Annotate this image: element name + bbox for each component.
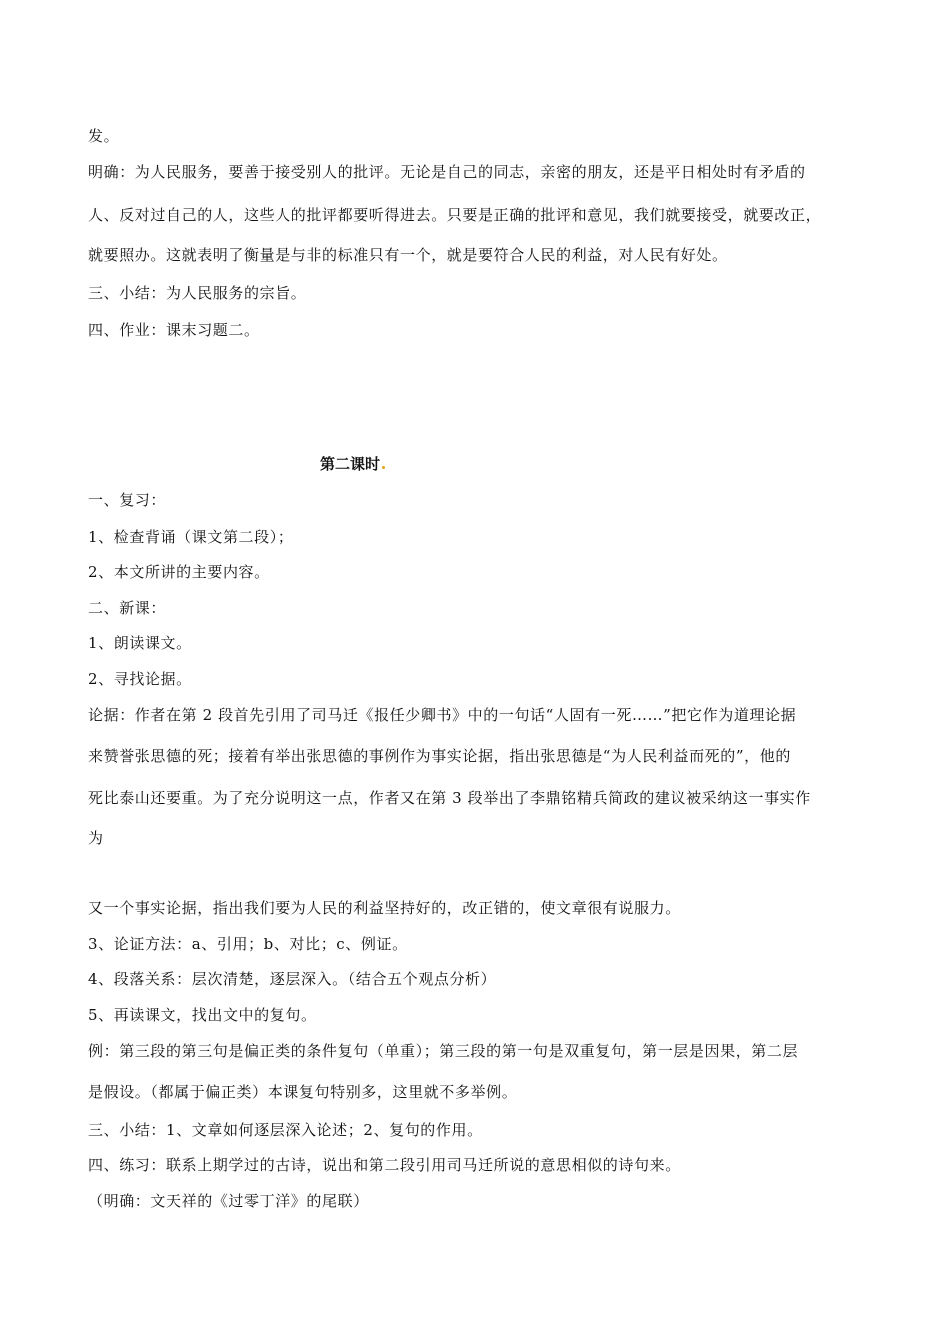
text-line: 二、新课： — [88, 599, 167, 617]
section-title — [320, 454, 385, 474]
section-title-text: 第二课时 — [320, 455, 381, 473]
text-line: 例：第三段的第三句是偏正类的条件复句（单重）；第三段的第一句是双重复句，第一层是因果，第二层 — [88, 1042, 799, 1060]
text-line: 为 — [88, 829, 104, 847]
text-line: 1、朗读课文。 — [88, 634, 192, 652]
text-line: 1、检查背诵（课文第二段）； — [88, 528, 294, 546]
annotation-mark — [382, 466, 385, 469]
text-line: 2、本文所讲的主要内容。 — [88, 563, 270, 581]
text-line: 死比泰山还要重。为了充分说明这一点，作者又在第 3 段举出了李鼎铭精兵简政的建议被采纳这一事实作 — [88, 789, 811, 807]
text-line: 就要照办。这就表明了衡量是与非的标准只有一个，就是要符合人民的利益，对人民有好处。 — [88, 246, 728, 264]
text-line: 人、反对过自己的人，这些人的批评都要听得进去。只要是正确的批评和意见，我们就要接受，就要改正， — [88, 206, 822, 224]
text-line: 明确：为人民服务，要善于接受别人的批评。无论是自己的同志，亲密的朋友，还是平日相处时有矛盾的 — [88, 163, 806, 181]
text-line: 2、寻找论据。 — [88, 670, 192, 688]
text-line: 4、段落关系：层次清楚，逐层深入。（结合五个观点分析） — [88, 970, 497, 988]
text-line: 论据：作者在第 2 段首先引用了司马迁《报任少卿书》中的一句话“人固有一死……”把它作为道理论据 — [88, 706, 797, 724]
text-line: 一、复习： — [88, 491, 167, 509]
text-line: 发。 — [88, 127, 120, 145]
text-line: 三、小结：1、文章如何逐层深入论述；2、复句的作用。 — [88, 1121, 483, 1139]
text-line: 来赞誉张思德的死；接着有举出张思德的事例作为事实论据，指出张思德是“为人民利益而死的”，他的 — [88, 747, 791, 765]
text-line: 又一个事实论据，指出我们要为人民的利益坚持好的，改正错的，使文章很有说服力。 — [88, 899, 681, 917]
text-line: 四、练习：联系上期学过的古诗，说出和第二段引用司马迁所说的意思相似的诗句来。 — [88, 1156, 681, 1174]
text-line: 是假设。（都属于偏正类）本课复句特别多，这里就不多举例。 — [88, 1083, 518, 1101]
text-line: 三、小结：为人民服务的宗旨。 — [88, 284, 307, 302]
text-line: 5、再读课文，找出文中的复句。 — [88, 1006, 317, 1024]
text-line: 四、作业：课末习题二。 — [88, 321, 260, 339]
text-line: 3、论证方法：a、引用；b、对比；c、例证。 — [88, 935, 408, 953]
text-line: （明确：文天祥的《过零丁洋》的尾联） — [88, 1192, 369, 1210]
